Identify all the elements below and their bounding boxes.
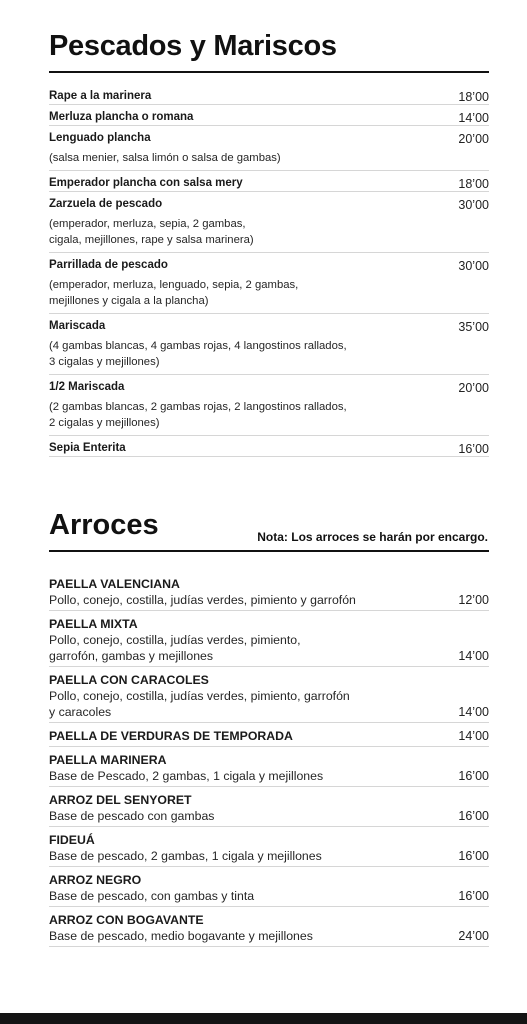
dish-price: 16’00 bbox=[458, 769, 489, 783]
dish-description: Base de pescado, con gambas y tinta bbox=[49, 889, 255, 903]
list-item bbox=[49, 436, 489, 457]
dish-name: PAELLA MARINERA bbox=[49, 753, 167, 767]
section-divider bbox=[49, 550, 489, 552]
dish-description: Base de pescado, 2 gambas, 1 cigala y mejillones bbox=[49, 849, 322, 863]
item-row bbox=[49, 126, 489, 146]
list-item bbox=[49, 126, 489, 171]
dish-name: Merluza plancha o romana bbox=[49, 111, 194, 123]
dish-description: Base de Pescado, 2 gambas, 1 cigala y mejillones bbox=[49, 769, 324, 783]
item-row bbox=[49, 375, 489, 395]
list-item bbox=[49, 253, 489, 314]
dish-name: Rape a la marinera bbox=[49, 90, 152, 102]
dish-price: 14’00 bbox=[458, 705, 489, 719]
list-item bbox=[49, 84, 489, 105]
dish-price: 18’00 bbox=[458, 177, 489, 191]
dish-name: PAELLA MIXTA bbox=[49, 617, 138, 631]
dish-name: 1/2 Mariscada bbox=[49, 381, 125, 393]
dish-description: (emperador, merluza, sepia, 2 gambas, cigala, mejillones, rape y salsa marinera) bbox=[49, 218, 254, 246]
list-item bbox=[49, 867, 489, 907]
dish-name: Parrillada de pescado bbox=[49, 259, 168, 271]
arroces-note: Nota: Los arroces se harán por encargo. bbox=[257, 530, 488, 544]
section-divider bbox=[49, 71, 489, 73]
dish-price: 16’00 bbox=[458, 849, 489, 863]
dish-price: 12’00 bbox=[458, 593, 489, 607]
list-item bbox=[49, 375, 489, 436]
item-row bbox=[49, 105, 489, 125]
dish-description: (emperador, merluza, lenguado, sepia, 2 gambas, mejillones y cigala a la plancha) bbox=[49, 279, 299, 307]
pescados-list bbox=[49, 84, 489, 457]
list-item bbox=[49, 723, 489, 747]
dish-name: ARROZ CON BOGAVANTE bbox=[49, 913, 204, 927]
dish-price: 20’00 bbox=[458, 381, 489, 395]
item-row bbox=[49, 192, 489, 212]
dish-name: ARROZ NEGRO bbox=[49, 873, 142, 887]
arroces-list bbox=[49, 571, 489, 947]
dish-description: Pollo, conejo, costilla, judías verdes, pimiento, garrofón y caracoles bbox=[49, 689, 350, 719]
list-item bbox=[49, 314, 489, 375]
dish-name: PAELLA VALENCIANA bbox=[49, 577, 180, 591]
dish-description: Base de pescado con gambas bbox=[49, 809, 215, 823]
list-item bbox=[49, 171, 489, 192]
dish-price: 20’00 bbox=[458, 132, 489, 146]
dish-price: 30’00 bbox=[458, 259, 489, 273]
dish-price: 24’00 bbox=[458, 929, 489, 943]
dish-price: 18’00 bbox=[458, 90, 489, 104]
footer-bar bbox=[0, 1013, 527, 1024]
dish-name: Mariscada bbox=[49, 320, 106, 332]
dish-name: Sepia Enterita bbox=[49, 442, 126, 454]
list-item bbox=[49, 827, 489, 867]
dish-name: Lenguado plancha bbox=[49, 132, 151, 144]
dish-price: 14’00 bbox=[458, 729, 489, 743]
item-row bbox=[49, 436, 489, 456]
dish-price: 14’00 bbox=[458, 111, 489, 125]
list-item bbox=[49, 192, 489, 253]
item-row bbox=[49, 314, 489, 334]
section-title-arroces: Arroces bbox=[49, 509, 159, 541]
list-item bbox=[49, 611, 489, 667]
item-row bbox=[49, 84, 489, 104]
item-row bbox=[49, 171, 489, 191]
dish-name: PAELLA DE VERDURAS DE TEMPORADA bbox=[49, 729, 293, 743]
list-item bbox=[49, 907, 489, 947]
list-item bbox=[49, 747, 489, 787]
dish-price: 30’00 bbox=[458, 198, 489, 212]
dish-name: FIDEUÁ bbox=[49, 833, 95, 847]
dish-name: PAELLA CON CARACOLES bbox=[49, 673, 209, 687]
section-title-pescados: Pescados y Mariscos bbox=[49, 30, 337, 62]
list-item bbox=[49, 667, 489, 723]
dish-name: Emperador plancha con salsa mery bbox=[49, 177, 243, 189]
dish-price: 16’00 bbox=[458, 809, 489, 823]
dish-description: (2 gambas blancas, 2 gambas rojas, 2 langostinos rallados, 2 cigalas y mejillones) bbox=[49, 401, 347, 429]
dish-description: (4 gambas blancas, 4 gambas rojas, 4 langostinos rallados, 3 cigalas y mejillones) bbox=[49, 340, 347, 368]
dish-name: ARROZ DEL SENYORET bbox=[49, 793, 192, 807]
dish-description: (salsa menier, salsa limón o salsa de gambas) bbox=[49, 152, 281, 164]
dish-price: 14’00 bbox=[458, 649, 489, 663]
list-item bbox=[49, 105, 489, 126]
dish-price: 35’00 bbox=[458, 320, 489, 334]
dish-description: Base de pescado, medio bogavante y mejillones bbox=[49, 929, 313, 943]
list-item bbox=[49, 787, 489, 827]
item-row bbox=[49, 253, 489, 273]
dish-description: Pollo, conejo, costilla, judías verdes, pimiento, garrofón, gambas y mejillones bbox=[49, 633, 301, 663]
dish-name: Zarzuela de pescado bbox=[49, 198, 163, 210]
list-item bbox=[49, 571, 489, 611]
dish-price: 16’00 bbox=[458, 442, 489, 456]
dish-description: Pollo, conejo, costilla, judías verdes, pimiento y garrofón bbox=[49, 593, 356, 607]
dish-price: 16’00 bbox=[458, 889, 489, 903]
